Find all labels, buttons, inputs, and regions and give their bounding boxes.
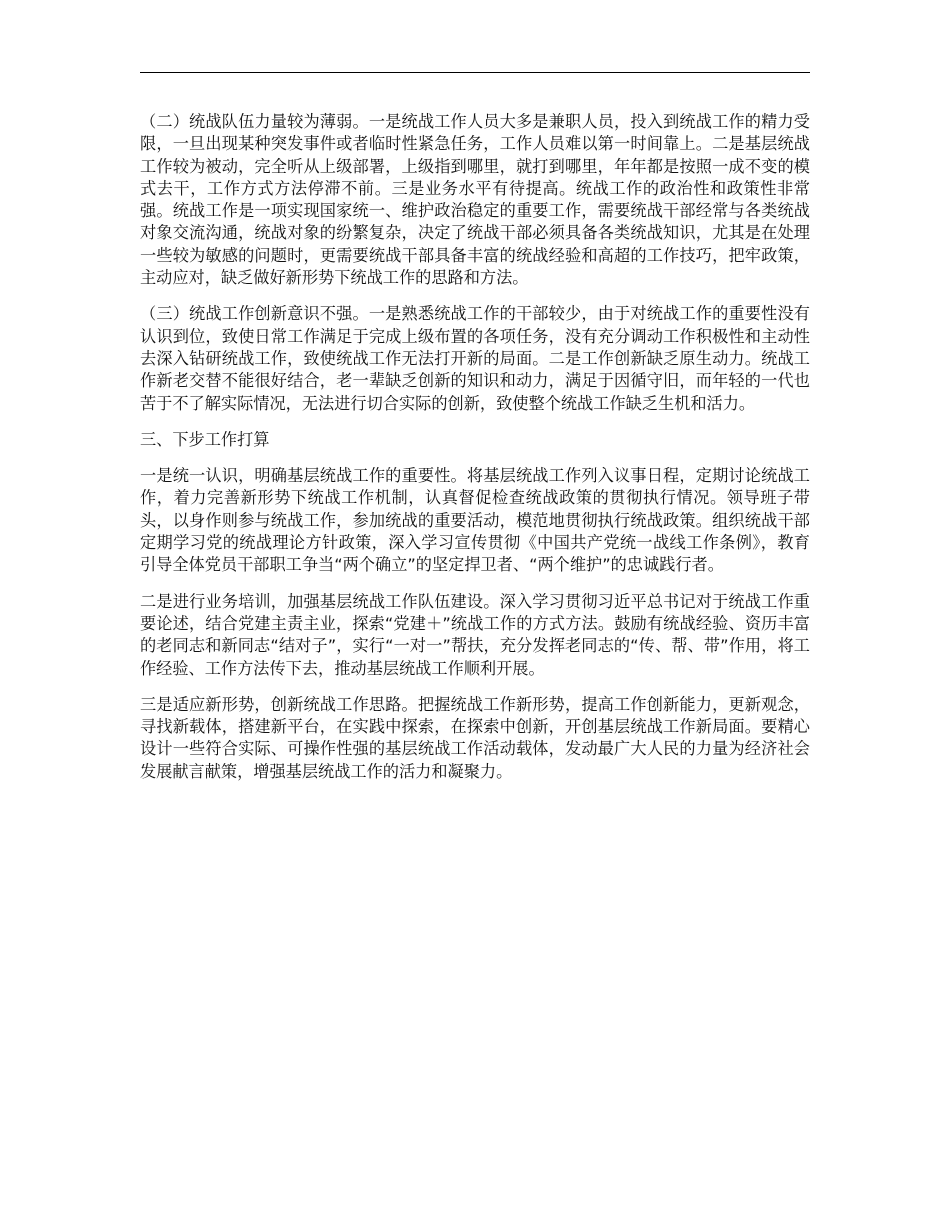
paragraph-business-training: 二是进行业务培训，加强基层统战工作队伍建设。深入学习贯彻习近平总书记对于统战工作重要论述，结合党建主责主业，探索“党建＋”统战工作的方式方法。鼓励有统战经验、资历丰富的老同志和新同志“结对子”，实行“一对一”帮扶，充分发挥老同志的“传、帮、带”作用，将工作经验、工作方法传下去，推动基层统战工作顺利开展。 [140, 591, 810, 678]
header-rule [140, 72, 810, 73]
paragraph-adapt-new-situation: 三是适应新形势，创新统战工作思路。把握统战工作新形势，提高工作创新能力，更新观念，寻找新载体，搭建新平台，在实践中探索，在探索中创新，开创基层统战工作新局面。要精心设计一些符合实际、可操作性强的基层统战工作活动载体，发动最广大人民的力量为经济社会发展献言献策，增强基层统战工作的活力和凝聚力。 [140, 694, 810, 781]
paragraph-team-strength: （二）统战队伍力量较为薄弱。一是统战工作人员大多是兼职人员，投入到统战工作的精力受限，一旦出现某种突发事件或者临时性紧急任务，工作人员难以第一时间靠上。二是基层统战工作较为被动，完全听从上级部署，上级指到哪里，就打到哪里，年年都是按照一成不变的模式去干，工作方式方法停滞不前。三是业务水平有待提高。统战工作的政治性和政策性非常强。统战工作是一项实现国家统一、维护政治稳定的重要工作，需要统战干部经常与各类统战对象交流沟通，统战对象的纷繁复杂，决定了统战干部必须具备各类统战知识，尤其是在处理一些较为敏感的问题时，更需要统战干部具备丰富的统战经验和高超的工作技巧，把牢政策，主动应对，缺乏做好新形势下统战工作的思路和方法。 [140, 112, 810, 288]
paragraph-unify-understanding: 一是统一认识，明确基层统战工作的重要性。将基层统战工作列入议事日程，定期讨论统战工作，着力完善新形势下统战工作机制，认真督促检查统战政策的贯彻执行情况。领导班子带头，以身作则参与统战工作，参加统战的重要活动，模范地贯彻执行统战政策。组织统战干部定期学习党的统战理论方针政策，深入学习宣传贯彻《中国共产党统一战线工作条例》，教育引导全体党员干部职工争当“两个确立”的坚定捍卫者、“两个维护”的忠诚践行者。 [140, 466, 810, 575]
section-heading-next-steps: 三、下步工作打算 [140, 429, 270, 449]
paragraph-innovation-awareness: （三）统战工作创新意识不强。一是熟悉统战工作的干部较少，由于对统战工作的重要性没有认识到位，致使日常工作满足于完成上级布置的各项任务，没有充分调动工作积极性和主动性去深入钻研统战工作，致使统战工作无法打开新的局面。二是工作创新缺乏原生动力。统战工作新老交替不能很好结合，老一辈缺乏创新的知识和动力，满足于因循守旧，而年轻的一代也苦于不了解实际情况，无法进行切合实际的创新，致使整个统战工作缺乏生机和活力。 [140, 304, 810, 413]
document-body [140, 111, 810, 797]
